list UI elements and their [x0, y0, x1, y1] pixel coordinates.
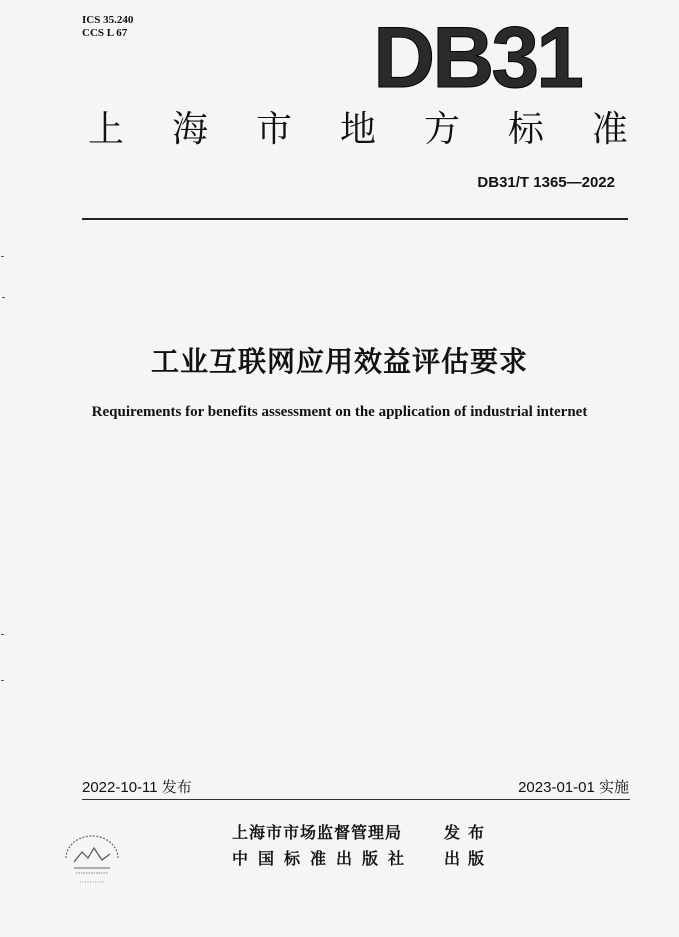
publish-date: 2022-10-11 发布: [82, 779, 192, 796]
standard-type-char: 海: [171, 109, 208, 150]
standard-type-heading: [88, 106, 628, 154]
english-title: Requirements for benefits assessment on the application of industrial internet: [91, 404, 588, 420]
standard-type-char: 准: [591, 109, 628, 150]
scan-mark: [2, 297, 5, 298]
ccs-code: CCS L 67: [82, 27, 128, 39]
standard-type-char: 标: [507, 109, 544, 150]
effective-date: 2023-01-01 实施: [518, 779, 629, 796]
chinese-title: 工业互联网应用效益评估要求: [150, 345, 528, 378]
standard-type-char: 市: [255, 109, 292, 150]
classification-codes: [82, 14, 133, 40]
standard-type-char: 上: [88, 109, 125, 150]
scan-mark: [1, 680, 4, 681]
print-action: 出版: [444, 849, 493, 868]
publisher-authority: 上海市市场监督管理局: [232, 823, 403, 842]
standard-number: DB31/T 1365—2022: [477, 174, 615, 191]
footer-divider: [82, 799, 630, 800]
db31-logo: DB31: [373, 10, 581, 106]
header-divider: [82, 218, 628, 220]
publisher-seal: [60, 828, 124, 888]
publish-action: 发布: [444, 823, 493, 842]
scan-mark: [1, 256, 4, 257]
ics-code: ICS 35.240: [82, 14, 134, 26]
standard-type-char: 地: [339, 109, 376, 150]
scan-mark: [1, 634, 4, 635]
standard-type-char: 方: [423, 109, 460, 150]
publisher-press: 中国标准出版社: [232, 849, 415, 868]
